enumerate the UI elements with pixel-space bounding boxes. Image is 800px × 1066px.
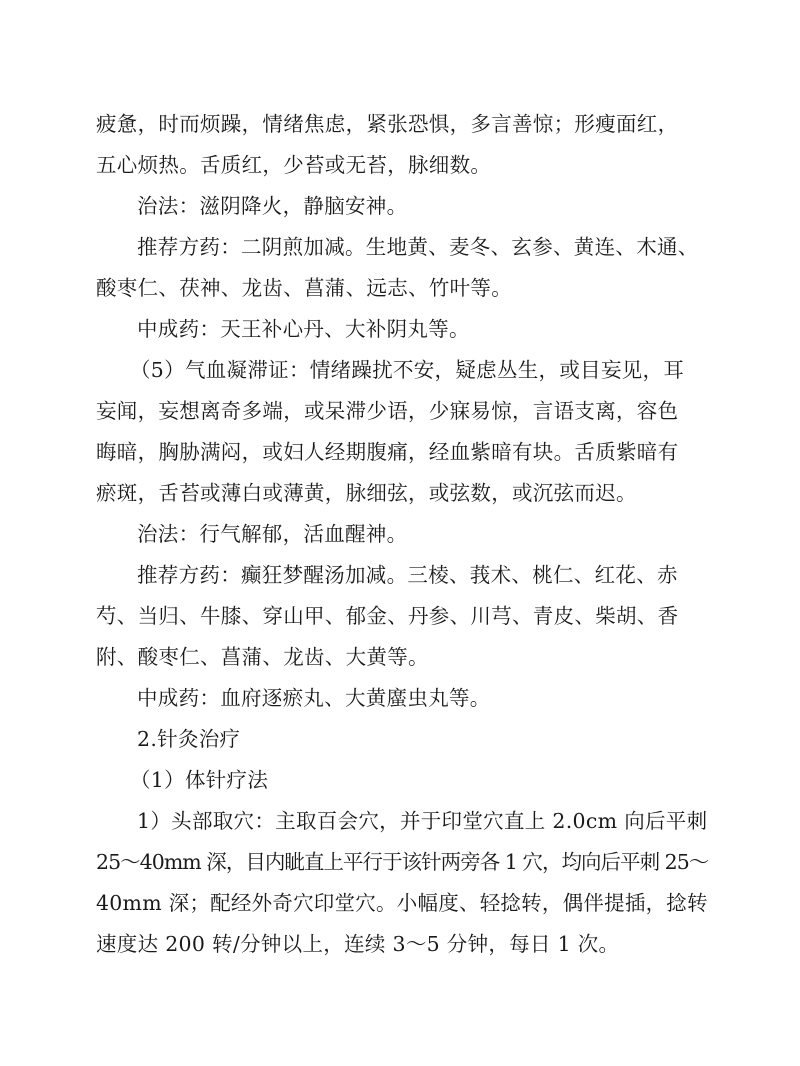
text-line: 速度达 200 转/分钟以上，连续 3～5 分钟，每日 1 次。 (96, 932, 620, 956)
text-line: 中成药：天王补心丹、大补阴丸等。 (137, 317, 470, 341)
section-heading: 2.针灸治疗 (137, 727, 241, 751)
text-line: 推荐方药：二阴煎加减。生地黄、麦冬、玄参、黄连、木通、 (137, 235, 699, 259)
text-line: 1）头部取穴：主取百会穴，并于印堂穴直上 2.0cm 向后平刺 (137, 809, 708, 833)
text-line: 芍、当归、牛膝、穿山甲、郁金、丹参、川芎、青皮、柴胡、香 (96, 604, 679, 628)
text-line: 瘀斑，舌苔或薄白或薄黄，脉细弦，或弦数，或沉弦而迟。 (96, 481, 637, 505)
document-body (96, 104, 708, 965)
text-line: 妄闻，妄想离奇多端，或呆滞少语，少寐易惊，言语支离，容色 (96, 399, 679, 423)
text-line: 推荐方药：癫狂梦醒汤加减。三棱、莪术、桃仁、红花、赤 (137, 563, 678, 587)
text-line: 附、酸枣仁、菖蒲、龙齿、大黄等。 (96, 645, 429, 669)
text-line: 五心烦热。舌质红，少苔或无苔，脉细数。 (96, 153, 492, 177)
text-line: 25～40mm 深，目内眦直上平行于该针两旁各 1 穴，均向后平刺 25～ (96, 850, 709, 874)
text-line: 40mm 深；配经外奇穴印堂穴。小幅度、轻捻转，偶伴提插，捻转 (96, 891, 708, 915)
text-line: 治法：滋阴降火，静脑安神。 (137, 194, 408, 218)
subsection-heading: （1）体针疗法 (130, 768, 269, 792)
text-line: 中成药：血府逐瘀丸、大黄䗪虫丸等。 (137, 686, 491, 710)
text-line: 疲惫，时而烦躁，情绪焦虑，紧张恐惧，多言善惊；形瘦面红， (96, 112, 679, 136)
text-line: 治法：行气解郁，活血醒神。 (137, 522, 408, 546)
text-line: （5）气血凝滞证：情绪躁扰不安，疑虑丛生，或目妄见，耳 (130, 358, 685, 382)
text-line: 晦暗，胸胁满闷，或妇人经期腹痛，经血紫暗有块。舌质紫暗有 (96, 440, 679, 464)
text-line: 酸枣仁、茯神、龙齿、菖蒲、远志、竹叶等。 (96, 276, 512, 300)
